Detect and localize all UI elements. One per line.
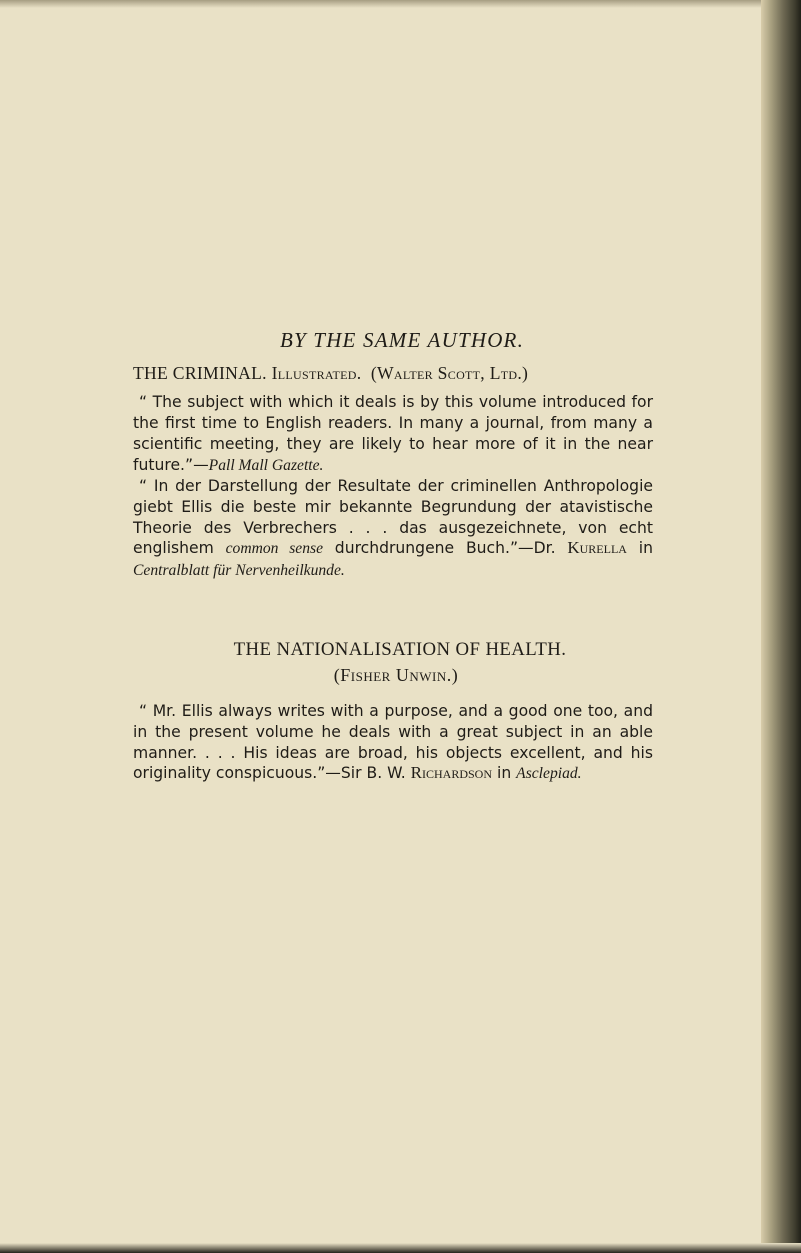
book2-publisher: (Fisher Unwin.) [333,665,459,686]
book1-publisher: (Walter Scott, Ltd.) [370,362,529,383]
page-heading: BY THE SAME AUTHOR. [279,328,525,352]
page-bottom-edge [0,1243,801,1253]
book1-review-1-source: Pall Mall Gazette. [208,456,324,474]
book1-title: THE CRIMINAL. [133,362,267,383]
book1-title-line [133,363,653,384]
book1-review-2-source: Centralblatt für Nervenheilkunde. [133,562,345,580]
page-top-edge [0,0,801,8]
book2-review-source: Asclepiad. [516,765,582,783]
book2-review-text: “ Mr. Ellis always writes with a purpose, and a good one too, and in the present volume he deals with a great subject in an able manner. . . . His ideas are broad, his objects excellent, and his originality conspicuous.”—Sir B. W. [133,702,653,783]
book2-title: THE NATIONALISATION OF HEALTH. [233,638,567,660]
book1-edition: Illustrated. [271,362,362,383]
book2-review-in: in [492,764,517,783]
book1-review-2-emphasis: common sense [225,540,323,558]
book2-review-author: Richardson [410,763,493,783]
book1-review-1-text: “ The subject with which it deals is by this volume introduced for the first time to English readers. In many a journal, from many a scientific meeting, they are likely to hear more of it in the near future.”— [133,393,653,474]
book2-review [133,701,653,785]
book1-review-2-in: in [626,539,653,558]
book1-review-1 [133,392,653,476]
advertisement-text [133,330,653,785]
book1-review-2 [133,476,653,582]
book-spine-shadow [761,0,801,1253]
book1-review-2-text-b: durchdrungene Buch.”—Dr. [323,539,568,558]
book1-review-2-author: Kurella [567,538,627,558]
book1-review-2-text-a: “ In der Darstellung der Resultate der criminellen Anthropologie giebt Ellis die beste mir bekannte Begrundung der atavistische Theorie des Verbrechers . . . das ausgezeichnete, von echt englishem [133,477,653,558]
